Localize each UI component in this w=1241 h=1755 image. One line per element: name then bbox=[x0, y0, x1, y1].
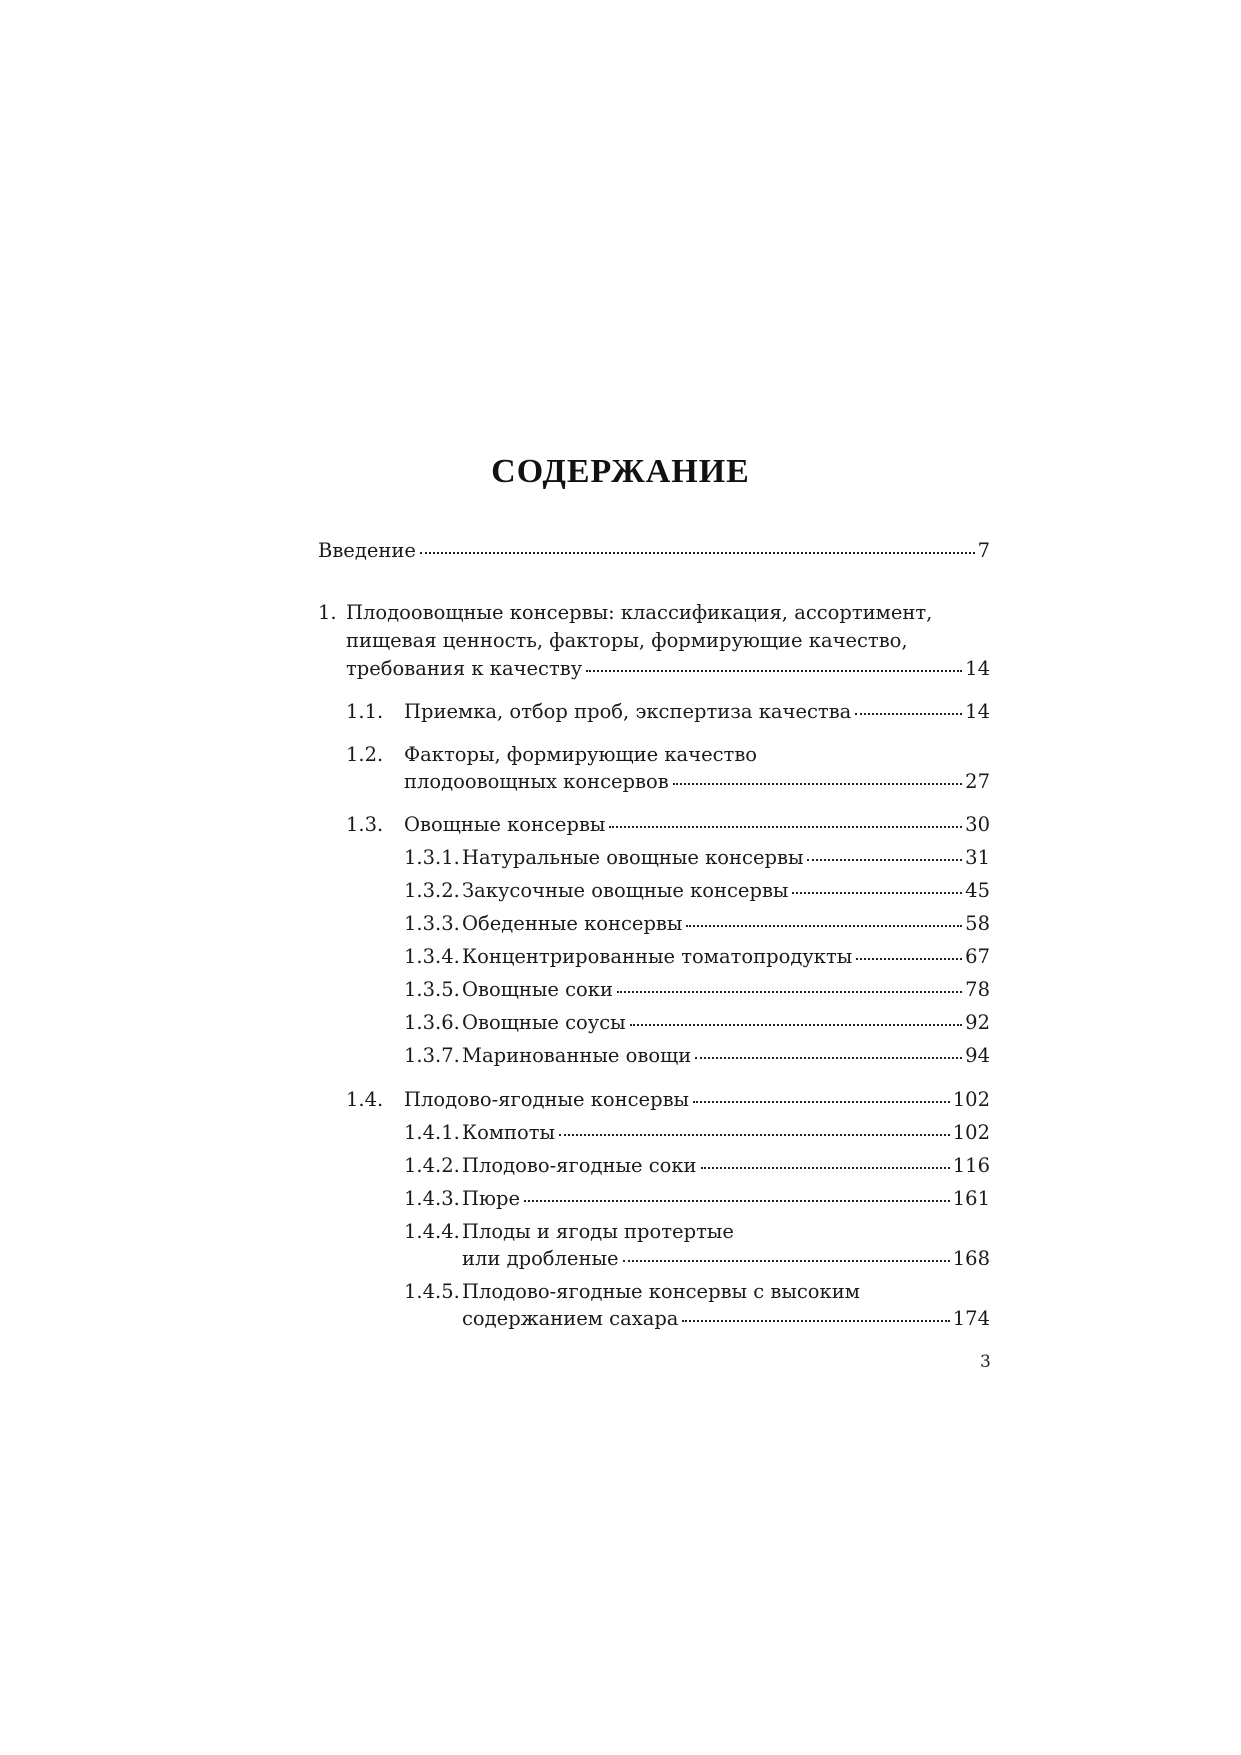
dot-leader bbox=[673, 783, 962, 785]
toc-entry-number: 1.3.5. bbox=[404, 978, 460, 1001]
toc-entry-number: 1.3. bbox=[346, 813, 384, 836]
toc-page-number: 45 bbox=[965, 879, 990, 902]
dot-leader bbox=[695, 1057, 962, 1059]
toc-entry-text: плодоовощных консервов bbox=[404, 770, 669, 793]
toc-entry-1-1[interactable] bbox=[346, 697, 990, 727]
toc-entry-number: 1.4. bbox=[346, 1088, 384, 1111]
dot-leader bbox=[420, 552, 975, 554]
toc-page-number: 78 bbox=[965, 978, 990, 1001]
dot-leader bbox=[693, 1101, 950, 1103]
toc-entry-1-3-7[interactable] bbox=[404, 1041, 990, 1071]
toc-entry-text: Обеденные консервы bbox=[462, 912, 683, 935]
toc-entry-1-3-5[interactable] bbox=[404, 975, 990, 1005]
dot-leader bbox=[701, 1167, 950, 1169]
toc-page-number: 102 bbox=[952, 1121, 990, 1144]
toc-entry-1-4-5-cont bbox=[462, 1304, 990, 1334]
dot-leader bbox=[609, 826, 962, 828]
toc-entry-text: требования к качеству bbox=[346, 657, 583, 680]
dot-leader bbox=[559, 1134, 950, 1136]
dot-leader bbox=[623, 1260, 950, 1262]
dot-leader bbox=[630, 1024, 963, 1026]
toc-entry-text: Пюре bbox=[462, 1187, 521, 1210]
page-number: 3 bbox=[980, 1352, 991, 1372]
toc-page-number: 161 bbox=[952, 1187, 990, 1210]
toc-entry-number: 1.3.1. bbox=[404, 846, 460, 869]
toc-entry-text: Концентрированные томатопродукты bbox=[462, 945, 853, 968]
toc-entry-number: 1.4.1. bbox=[404, 1121, 460, 1144]
toc-page-number: 92 bbox=[965, 1011, 990, 1034]
dot-leader bbox=[524, 1200, 950, 1202]
toc-entry-chapter-1-last bbox=[346, 654, 990, 684]
toc-entry-1-4-3[interactable] bbox=[404, 1184, 990, 1214]
toc-entry-text: Плоды и ягоды протертые bbox=[462, 1220, 734, 1243]
toc-entry-number: 1.4.2. bbox=[404, 1154, 460, 1177]
toc-page-number: 14 bbox=[965, 700, 990, 723]
toc-entry-number: 1. bbox=[318, 601, 337, 624]
toc-entry-text: Приемка, отбор проб, экспертиза качества bbox=[404, 700, 852, 723]
toc-entry-text: Овощные соки bbox=[462, 978, 613, 1001]
toc-entry-1-4-2[interactable] bbox=[404, 1151, 990, 1181]
page-title: СОДЕРЖАНИЕ bbox=[491, 453, 750, 490]
toc-page-number: 168 bbox=[952, 1247, 990, 1270]
toc-entry-text: Плодово-ягодные соки bbox=[462, 1154, 697, 1177]
toc-page-number: 30 bbox=[965, 813, 990, 836]
toc-entry-number: 1.3.4. bbox=[404, 945, 460, 968]
toc-entry-1-4-4-cont bbox=[462, 1244, 990, 1274]
toc-entry-number: 1.3.2. bbox=[404, 879, 460, 902]
toc-entry-text: Плодоовощные консервы: классификация, ассортимент, bbox=[346, 601, 933, 624]
dot-leader bbox=[586, 670, 962, 672]
toc-entry-text: Овощные консервы bbox=[404, 813, 606, 836]
toc-entry-number: 1.2. bbox=[346, 743, 384, 766]
toc-entry-number: 1.4.3. bbox=[404, 1187, 460, 1210]
toc-entry-1-2-cont bbox=[404, 767, 990, 797]
toc-entry-text: Введение bbox=[318, 539, 416, 562]
toc-entry-intro[interactable] bbox=[318, 536, 990, 566]
toc-entry-text: или дробленые bbox=[462, 1247, 619, 1270]
toc-page-number: 31 bbox=[965, 846, 990, 869]
toc-entry-1-4-1[interactable] bbox=[404, 1118, 990, 1148]
toc-entry-number: 1.3.6. bbox=[404, 1011, 460, 1034]
toc-entry-text: Компоты bbox=[462, 1121, 556, 1144]
toc-page-number: 174 bbox=[952, 1307, 990, 1330]
dot-leader bbox=[686, 925, 962, 927]
toc-entry-number: 1.4.5. bbox=[404, 1280, 460, 1303]
toc-entry-1-3-1[interactable] bbox=[404, 843, 990, 873]
toc-page-number: 67 bbox=[965, 945, 990, 968]
dot-leader bbox=[856, 958, 962, 960]
toc-entry-text: Овощные соусы bbox=[462, 1011, 626, 1034]
toc-entry-text: содержанием сахара bbox=[462, 1307, 679, 1330]
toc-entry-text: Факторы, формирующие качество bbox=[404, 743, 758, 766]
toc-entry-1-3-3[interactable] bbox=[404, 909, 990, 939]
toc-entry-1-4-5[interactable] bbox=[404, 1277, 990, 1307]
toc-entry-1-4[interactable] bbox=[346, 1085, 990, 1115]
toc-page-number: 7 bbox=[977, 539, 990, 562]
toc-entry-number: 1.4.4. bbox=[404, 1220, 460, 1243]
toc-entry-chapter-1[interactable] bbox=[318, 598, 990, 628]
toc-entry-1-3[interactable] bbox=[346, 810, 990, 840]
toc-entry-1-3-4[interactable] bbox=[404, 942, 990, 972]
toc-entry-text: Маринованные овощи bbox=[462, 1044, 692, 1067]
toc-entry-text: Плодово-ягодные консервы с высоким bbox=[462, 1280, 860, 1303]
dot-leader bbox=[617, 991, 962, 993]
toc-page-number: 102 bbox=[952, 1088, 990, 1111]
toc-entry-text: пищевая ценность, факторы, формирующие качество, bbox=[346, 629, 908, 652]
dot-leader bbox=[855, 713, 962, 715]
toc-entry-1-3-6[interactable] bbox=[404, 1008, 990, 1038]
toc-entry-number: 1.3.3. bbox=[404, 912, 460, 935]
toc-entry-text: Натуральные овощные консервы bbox=[462, 846, 804, 869]
dot-leader bbox=[682, 1320, 949, 1322]
toc-page-number: 14 bbox=[965, 657, 990, 680]
dot-leader bbox=[807, 859, 962, 861]
toc-page-number: 27 bbox=[965, 770, 990, 793]
toc-page-number: 58 bbox=[965, 912, 990, 935]
toc-page-number: 94 bbox=[965, 1044, 990, 1067]
toc-page-number: 116 bbox=[952, 1154, 990, 1177]
toc-entry-text: Закусочные овощные консервы bbox=[462, 879, 789, 902]
toc-entry-number: 1.1. bbox=[346, 700, 384, 723]
toc-entry-1-2[interactable] bbox=[346, 740, 990, 770]
toc-entry-number: 1.3.7. bbox=[404, 1044, 460, 1067]
dot-leader bbox=[792, 892, 962, 894]
toc-entry-text: Плодово-ягодные консервы bbox=[404, 1088, 690, 1111]
toc-entry-1-3-2[interactable] bbox=[404, 876, 990, 906]
toc-entry-1-4-4[interactable] bbox=[404, 1217, 990, 1247]
toc-entry-chapter-1-cont bbox=[346, 626, 990, 656]
